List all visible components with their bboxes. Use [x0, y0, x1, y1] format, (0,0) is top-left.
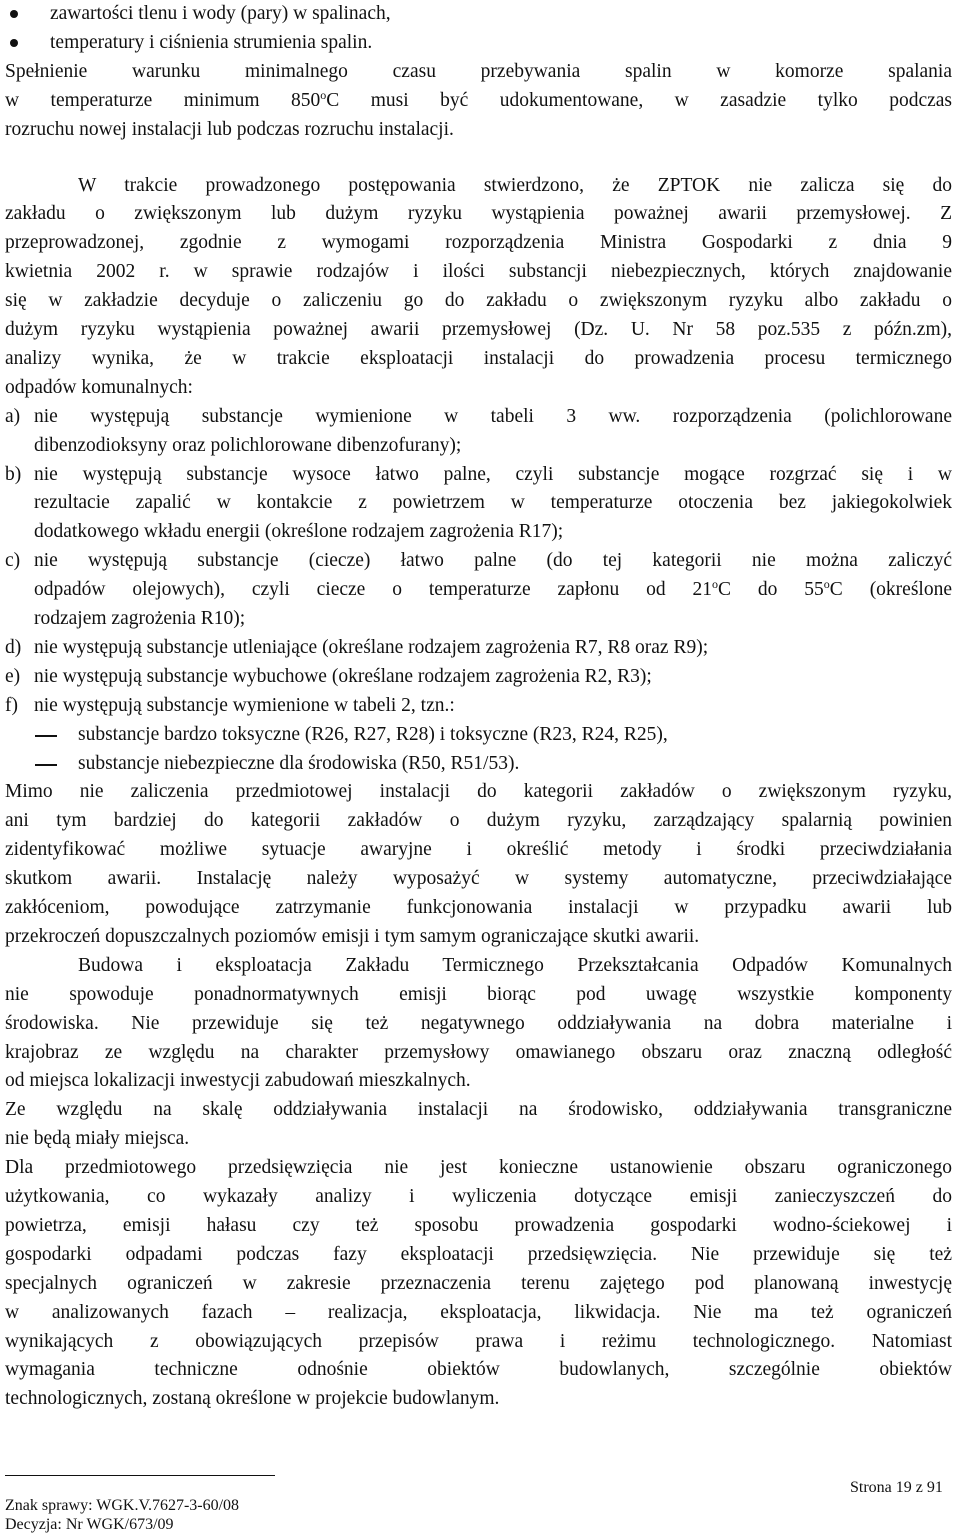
- paragraph-line: od miejsca lokalizacji inwestycji zabudowań mieszkalnych.: [5, 1070, 471, 1092]
- paragraph-line: W trakcie prowadzonego postępowania stwierdzono, że ZPTOK nie zalicza się do: [78, 174, 952, 196]
- paragraph-line: wynikających z obowiązujących przepisów prawa i reżimu technologicznego. Natomiast: [5, 1330, 952, 1352]
- paragraph-line: w analizowanych fazach – realizacja, eksploatacja, likwidacja. Nie ma też ograniczeń: [5, 1301, 952, 1323]
- list-item-e: e) nie występują substancje wybuchowe (określane rodzajem zagrożenia R2, R3);: [5, 665, 652, 687]
- paragraph-line: wymagania techniczne odnośnie obiektów budowlanych, szczególnie obiektów: [5, 1359, 952, 1381]
- paragraph-line: analizy wynika, że w trakcie eksploatacji instalacji do prowadzenia procesu termicznego: [5, 347, 952, 369]
- paragraph-line: ani tym bardziej do kategorii zakładów o dużym ryzyku, zarządzający spalarnią powinien: [5, 810, 952, 832]
- paragraph-line: użytkowania, co wykazały analizy i wyliczenia dotyczące emisji zanieczyszczeń do: [5, 1186, 952, 1207]
- paragraph-line: gospodarki odpadami podczas fazy eksploatacji przedsięwzięcia. Nie przewiduje się też: [5, 1243, 952, 1265]
- list-item-c-cont: odpadów olejowych), czyli ciecze o temperaturze zapłonu od 21$^o$C do 55$^o$C (określone: [34, 577, 952, 601]
- paragraph-line: środowiska. Nie przewiduje się też negatywnego oddziaływania na dobra materialne i: [5, 1012, 952, 1034]
- paragraph-line: w temperaturze minimum 850$^o$C musi być udokumentowane, w zasadzie tylko podczas: [5, 87, 952, 111]
- paragraph-line: Dla przedmiotowego przedsięwzięcia nie jest konieczne ustanowienie obszaru ograniczonego: [5, 1157, 952, 1179]
- list-item-b: b) nie występują substancje wysoce łatwo palne, czyli substancje mogące rozgrzać się i w: [5, 463, 952, 485]
- page-number: Strona 19 z 91: [850, 1479, 943, 1496]
- bullet-item: temperatury i ciśnienia strumienia spalin.: [5, 29, 952, 58]
- dash-item: substancje niebezpieczne dla środowiska (R50, R51/53).: [5, 750, 952, 779]
- bullet-item: zawartości tlenu i wody (pary) w spalinach,: [5, 0, 952, 29]
- list-item-a: a) nie występują substancje wymienione w tabeli 3 ww. rozporządzenia (polichlorowane: [5, 405, 952, 427]
- paragraph-line: specjalnych ograniczeń w zakresie przeznaczenia terenu zajętego pod planowaną inwestycję: [5, 1272, 952, 1294]
- paragraph-line: Mimo nie zaliczenia przedmiotowej instalacji do kategorii zakładów o zwiększonym ryzyku,: [5, 781, 952, 803]
- paragraph-line: przeprowadzonej, zgodnie z wymogami rozporządzenia Ministra Gospodarki z dnia 9: [5, 232, 952, 254]
- list-item-f: f) nie występują substancje wymienione w tabeli 2, tzn.:: [5, 694, 455, 716]
- paragraph-line: zakłóceniom, powodujące zatrzymanie funkcjonowania instalacji w przypadku awarii lub: [5, 897, 952, 918]
- list-item-b-cont: rezultacie zapalić w kontakcie z powietrzem w temperaturze otoczenia bez jakiegokolwiek: [34, 492, 952, 514]
- case-number: Znak sprawy: WGK.V.7627-3-60/08: [5, 1497, 240, 1514]
- paragraph-line: zidentyfikować możliwe sytuacje awaryjne i określić metody i środki przeciwdziałania: [5, 839, 952, 861]
- paragraph-line: technologicznych, zostaną określone w projekcie budowlanym.: [5, 1388, 500, 1410]
- paragraph-line: Budowa i eksploatacja Zakładu Termicznego Przekształcania Odpadów Komunalnych: [78, 954, 952, 976]
- paragraph-line: Spełnienie warunku minimalnego czasu przebywania spalin w komorze spalania: [5, 60, 952, 82]
- paragraph-line: przekroczeń dopuszczalnych poziomów emisji i tym samym ograniczające skutki awarii.: [5, 925, 700, 947]
- paragraph-line: odpadów komunalnych:: [5, 376, 193, 398]
- paragraph-line: krajobraz ze względu na charakter przemysłowy omawianego obszaru oraz znaczną odległość: [5, 1041, 952, 1063]
- paragraph-line: powietrza, emisji hałasu czy też sposobu prowadzenia gospodarki wodno-ściekowej i: [5, 1214, 952, 1236]
- paragraph-line: skutkom awarii. Instalację należy wyposażyć w systemy automatyczne, przeciwdziałające: [5, 868, 952, 890]
- spacer: [5, 145, 952, 174]
- list-item-d: d) nie występują substancje utleniające (określane rodzajem zagrożenia R7, R8 oraz R9);: [5, 636, 709, 658]
- paragraph-line: dużym ryzyku wystąpienia poważnej awarii przemysłowej (Dz. U. Nr 58 poz.535 z późn.zm),: [5, 319, 952, 340]
- list-item-c: c) nie występują substancje (ciecze) łatwo palne (do tej kategorii nie można zaliczyć: [5, 550, 952, 572]
- paragraph-line: się w zakładzie decyduje o zaliczeniu go do zakładu o zwiększonym ryzyku albo zakładu o: [5, 290, 952, 312]
- list-item-b-cont: dodatkowego wkładu energii (określone rodzajem zagrożenia R17);: [34, 521, 564, 543]
- paragraph-line: rozruchu nowej instalacji lub podczas rozruchu instalacji.: [5, 118, 454, 140]
- paragraph-line: Ze względu na skalę oddziaływania instalacji na środowisko, oddziaływania transgraniczne: [5, 1099, 952, 1121]
- decision-number: Decyzja: Nr WGK/673/09: [5, 1516, 174, 1533]
- list-item-c-cont: rodzajem zagrożenia R10);: [34, 608, 246, 629]
- paragraph-line: zakładu o zwiększonym lub dużym ryzyku wystąpienia poważnej awarii przemysłowej. Z: [5, 203, 952, 225]
- footer-divider: [5, 1475, 275, 1476]
- paragraph-line: kwietnia 2002 r. w sprawie rodzajów i ilości substancji niebezpiecznych, których znajdowanie: [5, 261, 952, 283]
- dash-item: substancje bardzo toksyczne (R26, R27, R28) i toksyczne (R23, R24, R25),: [5, 721, 952, 750]
- paragraph-line: nie spowoduje ponadnormatywnych emisji biorąc pod uwagę wszystkie komponenty: [5, 983, 952, 1005]
- list-item-a-cont: dibenzodioksyny oraz polichlorowane dibenzofurany);: [34, 434, 462, 456]
- paragraph-line: nie będą miały miejsca.: [5, 1128, 190, 1150]
